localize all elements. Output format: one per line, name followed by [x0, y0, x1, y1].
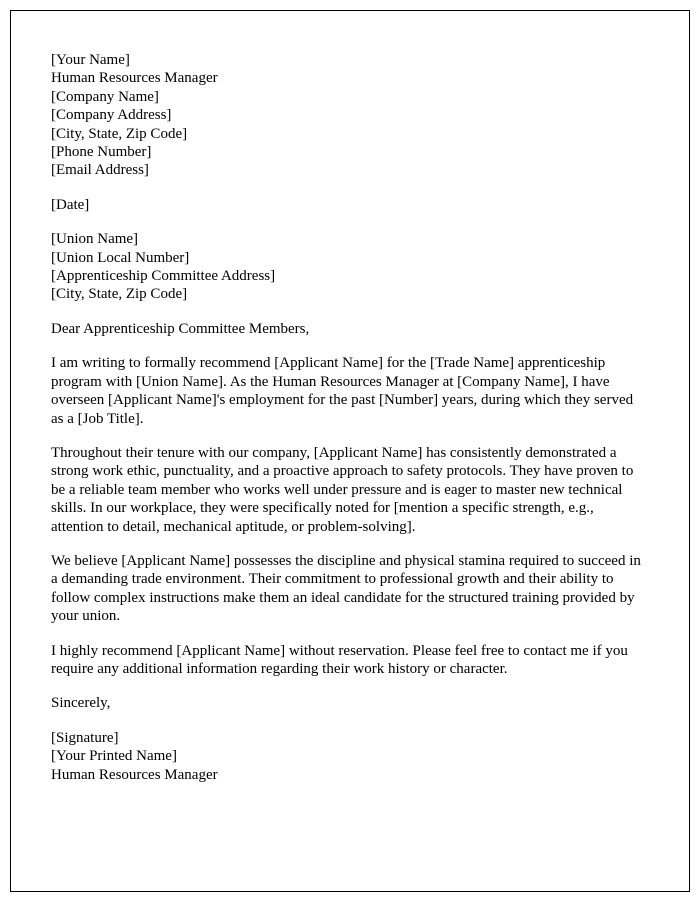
- recipient-block: [51, 230, 641, 304]
- date-line: [51, 196, 641, 214]
- body-paragraph-1: I am writing to formally recommend [Applicant Name] for the [Trade Name] apprenticeship program with [Union Name]. As the Human Resources Manager at [Company Name], I have overseen [Applicant Name]'s employment for the past [Number] years, during which they served as a [Job Title].: [51, 355, 634, 427]
- sender-city-state-zip: [City, State, Zip Code]: [51, 125, 188, 142]
- body-paragraph-4: I highly recommend [Applicant Name] without reservation. Please feel free to contact me if you require any additional information regarding their work history or character.: [51, 642, 628, 677]
- signature-block: [51, 729, 641, 784]
- signature-title: Human Resources Manager: [51, 766, 218, 783]
- sender-name: [Your Name]: [51, 52, 130, 68]
- sender-address: [Company Address]: [51, 107, 172, 124]
- sender-company: [Company Name]: [51, 88, 159, 105]
- salutation-text: Dear Apprenticeship Committee Members,: [51, 320, 310, 337]
- signature-placeholder: [Signature]: [51, 729, 119, 746]
- signature-printed-name: [Your Printed Name]: [51, 748, 177, 765]
- salutation: [51, 320, 641, 338]
- body-paragraph-2: Throughout their tenure with our company, [Applicant Name] has consistently demonstrated a strong work ethic, punctuality, and a proactive approach to safety protocols. They have proven to be a reliable team member who works well under pressure and is eager to master new technical skills. In our workplace, they were specifically noted for [mention a specific strength, e.g., attention to detail, mechanical aptitude, or problem-solving].: [51, 444, 634, 535]
- sender-title: Human Resources Manager: [51, 70, 218, 87]
- recipient-union-name: [Union Name]: [51, 231, 139, 248]
- sender-email: [Email Address]: [51, 162, 149, 179]
- recipient-committee-address: [Apprenticeship Committee Address]: [51, 268, 276, 285]
- sender-phone: [Phone Number]: [51, 144, 152, 161]
- letter-page: [10, 10, 690, 892]
- recipient-city-state-zip: [City, State, Zip Code]: [51, 286, 188, 303]
- letter-content: [11, 11, 689, 814]
- date-value: [Date]: [51, 196, 90, 213]
- closing: [51, 694, 641, 712]
- body-paragraph-3: We believe [Applicant Name] possesses the discipline and physical stamina required to succeed in a demanding trade environment. Their commitment to professional growth and their ability to follow complex instructions make them an ideal candidate for the structured training provided by your union.: [51, 552, 641, 625]
- closing-text: Sincerely,: [51, 695, 111, 712]
- recipient-union-local: [Union Local Number]: [51, 249, 190, 266]
- sender-block: [51, 51, 641, 180]
